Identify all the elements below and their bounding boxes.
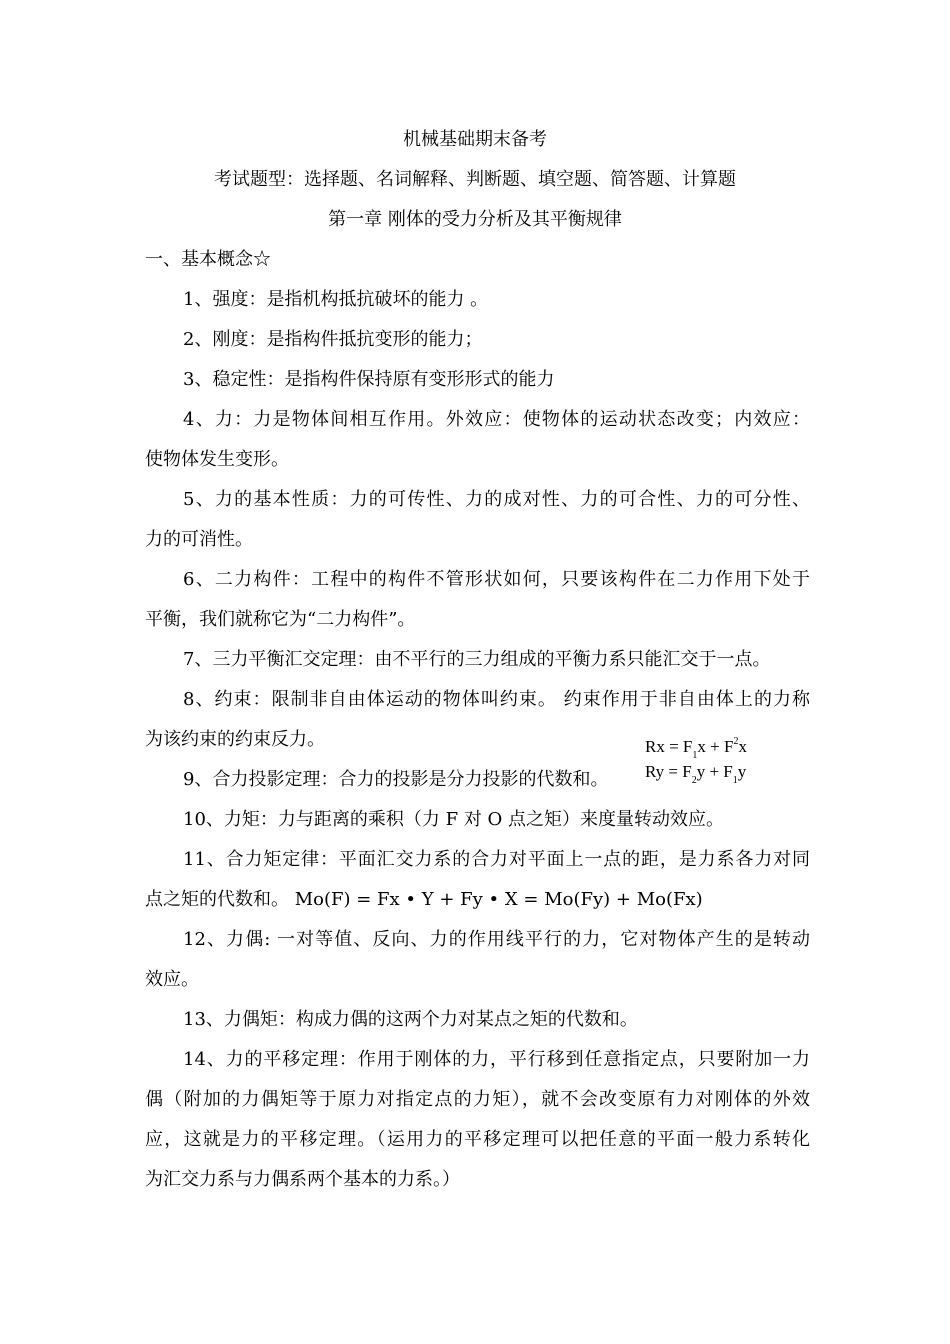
item-10: 10、力矩：力与距离的乘积（力 F 对 O 点之矩）来度量转动效应。	[183, 809, 725, 830]
item-14-line-4: 为汇交力系与力偶系两个基本的力系。）	[145, 1169, 460, 1190]
chapter-heading: 第一章 刚体的受力分析及其平衡规律	[328, 209, 622, 230]
resultant-projection-formula	[645, 732, 775, 792]
item-12-line-1: 12、力偶: 一对等值、反向、力的作用线平行的力，它对物体产生的是转动	[183, 929, 810, 950]
item-2: 2、刚度：是指构件抵抗变形的能力；	[183, 329, 483, 350]
item-8-line-1: 8、约束：限制非自由体运动的物体叫约束。 约束作用于非自由体上的力称	[183, 689, 810, 710]
item-9: 9、合力投影定理：合力的投影是分力投影的代数和。	[183, 769, 609, 790]
ry-formula: $Ry = F_2y + F_1y$	[645, 762, 747, 786]
item-14-line-3: 应，这就是力的平移定理。（运用力的平移定理可以把任意的平面一般力系转化	[145, 1129, 810, 1150]
item-7: 7、三力平衡汇交定理：由不平行的三力组成的平衡力系只能汇交于一点。	[183, 649, 771, 670]
document-title: 机械基础期末备考	[403, 129, 547, 150]
section-heading: 一、基本概念☆	[145, 249, 271, 270]
item-11-line-1: 11、合力矩定律：平面汇交力系的合力对平面上一点的距，是力系各力对同	[183, 849, 810, 870]
item-4-line-1: 4、力：力是物体间相互作用。外效应：使物体的运动状态改变；内效应：	[183, 409, 810, 430]
item-6-line-2: 平衡，我们就称它为“二力构件”。	[145, 609, 416, 630]
item-14-line-2: 偶（附加的力偶矩等于原力对指定点的力矩），就不会改变原有力对刚体的外效	[145, 1089, 810, 1110]
item-1: 1、强度：是指机构抵抗破坏的能力 。	[183, 289, 489, 310]
rx-formula: $Rx = F_1x + F_2x$	[645, 736, 747, 761]
item-14-line-1: 14、力的平移定理：作用于刚体的力，平行移到任意指定点，只要附加一力	[183, 1049, 810, 1070]
item-12-line-2: 效应。	[145, 969, 199, 990]
item-11-line-2: 点之矩的代数和。 Mo(F) = Fx • Y + Fy • X = Mo(Fy) + Mo(Fx)	[145, 889, 703, 910]
exam-types-line: 考试题型：选择题、名词解释、判断题、填空题、简答题、计算题	[214, 169, 736, 190]
item-3: 3、稳定性：是指构件保持原有变形形式的能力	[183, 369, 555, 390]
item-5-line-1: 5、力的基本性质：力的可传性、力的成对性、力的可合性、力的可分性、	[183, 489, 810, 510]
item-4-line-2: 使物体发生变形。	[145, 449, 289, 470]
item-13: 13、力偶矩：构成力偶的这两个力对某点之矩的代数和。	[183, 1009, 638, 1030]
item-6-line-1: 6、二力构件：工程中的构件不管形状如何，只要该构件在二力作用下处于	[183, 569, 810, 590]
item-8-line-2: 为该约束的约束反力。	[145, 729, 325, 750]
item-5-line-2: 力的可消性。	[145, 529, 253, 550]
